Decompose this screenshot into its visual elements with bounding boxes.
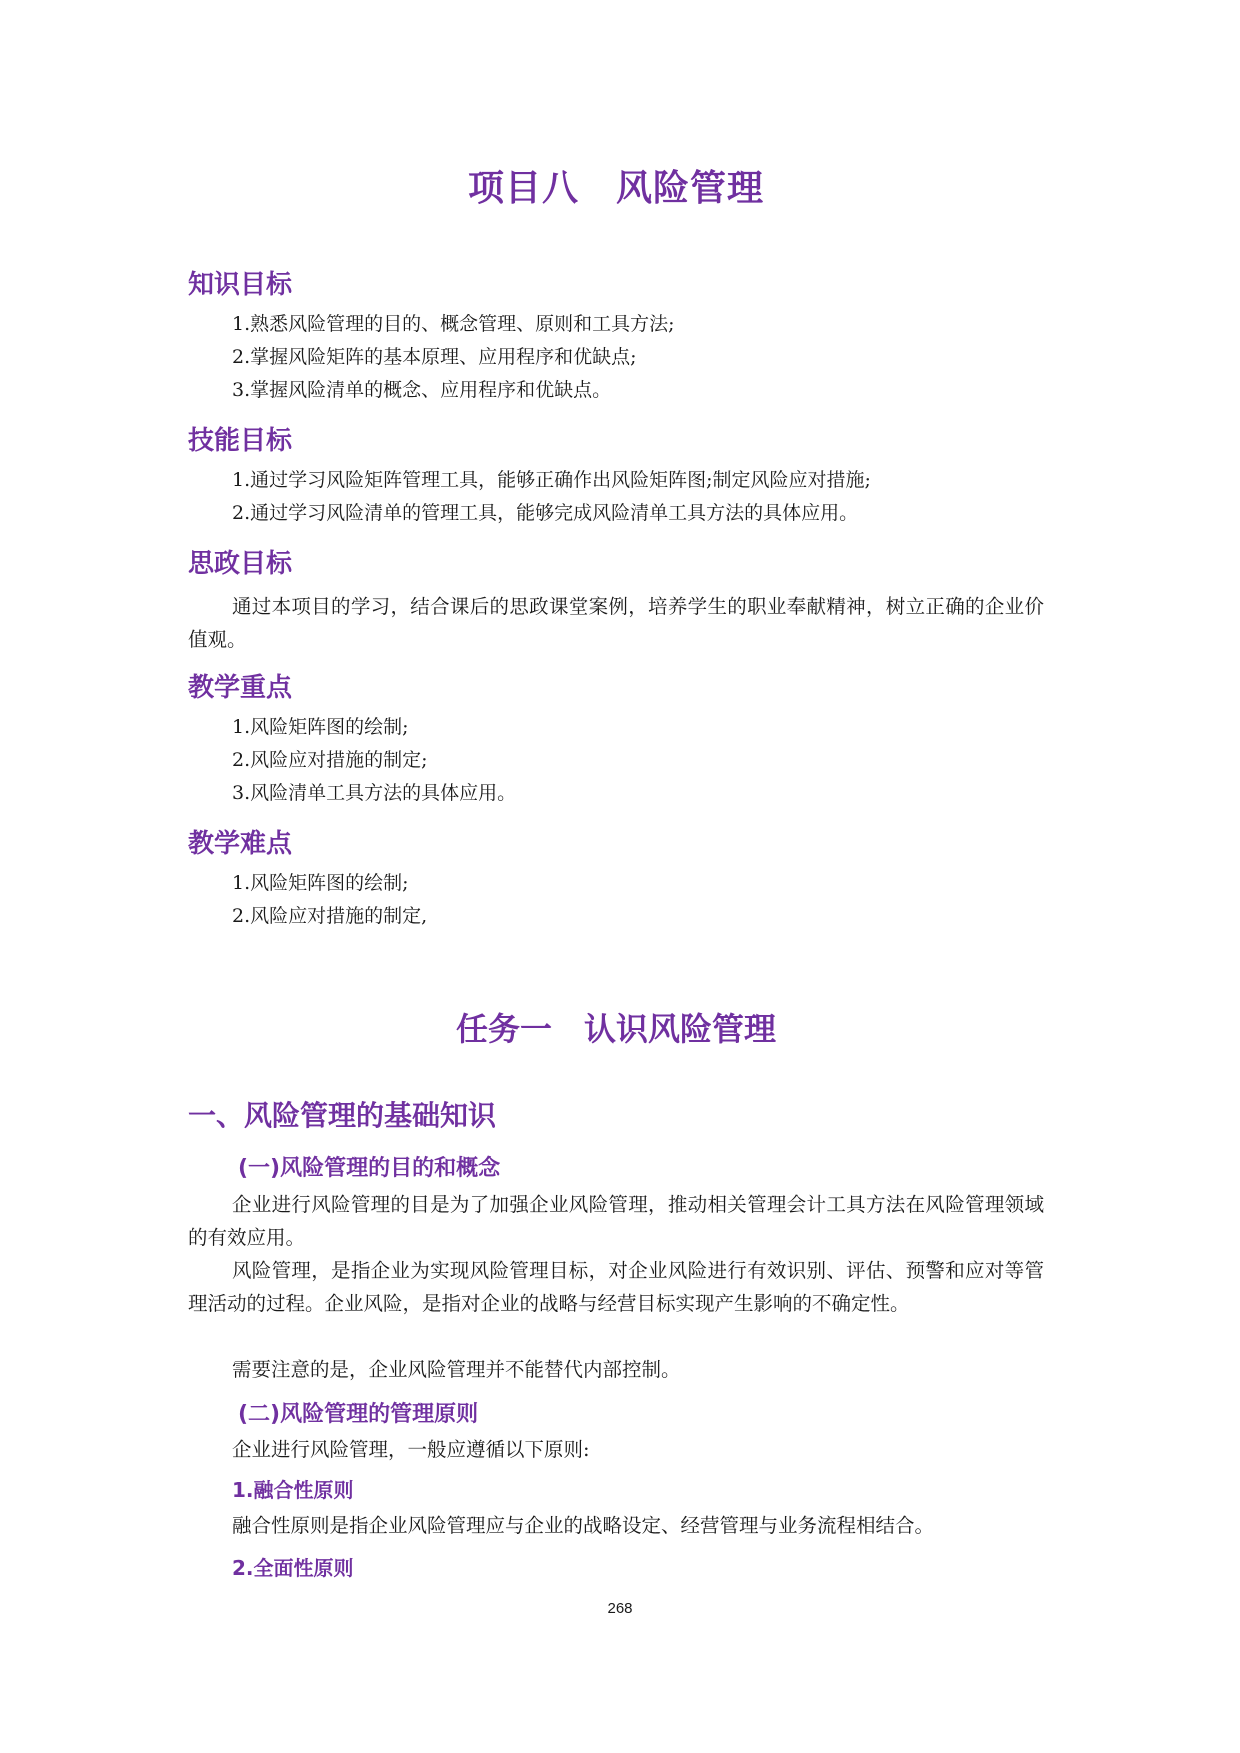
knowledge-objective-item: 1.熟悉风险管理的目的、概念管理、原则和工具方法; [232, 313, 675, 335]
page-number: 268 [607, 1600, 633, 1617]
ideology-objectives-heading: 思政目标 [188, 549, 293, 579]
knowledge-objective-item: 2.掌握风险矩阵的基本原理、应用程序和优缺点; [232, 346, 637, 368]
key-point-item: 3.风险清单工具方法的具体应用。 [232, 782, 517, 804]
knowledge-objectives-heading: 知识目标 [188, 270, 293, 300]
difficulties-heading: 教学难点 [188, 829, 293, 859]
skill-objectives-heading: 技能目标 [188, 426, 293, 456]
difficulty-item: 2.风险应对措施的制定, [232, 905, 428, 927]
task-title: 任务一 认识风险管理 [455, 1010, 776, 1048]
principle-heading: 2.全面性原则 [232, 1556, 354, 1580]
subsection-heading: (二)风险管理的管理原则 [238, 1402, 479, 1427]
subsection-heading: (一)风险管理的目的和概念 [238, 1156, 501, 1181]
body-paragraph: 企业进行风险管理的目是为了加强企业风险管理，推动相关管理会计工具方法在风险管理领域的有效应用。 [188, 1193, 1044, 1249]
skill-objective-item: 2.通过学习风险清单的管理工具，能够完成风险清单工具方法的具体应用。 [232, 502, 859, 524]
key-points-heading: 教学重点 [188, 673, 293, 703]
body-paragraph: 融合性原则是指企业风险管理应与企业的战略设定、经营管理与业务流程相结合。 [232, 1514, 935, 1537]
ideology-objective-text: 通过本项目的学习，结合课后的思政课堂案例，培养学生的职业奉献精神，树立正确的企业价值观。 [188, 595, 1044, 651]
difficulty-item: 1.风险矩阵图的绘制; [232, 872, 409, 894]
body-paragraph: 企业进行风险管理，一般应遵循以下原则: [232, 1438, 590, 1461]
principle-heading: 1.融合性原则 [232, 1478, 354, 1502]
chapter-title: 项目八 风险管理 [467, 168, 764, 209]
skill-objective-item: 1.通过学习风险矩阵管理工具，能够正确作出风险矩阵图;制定风险应对措施; [232, 469, 871, 491]
knowledge-objective-item: 3.掌握风险清单的概念、应用程序和优缺点。 [232, 379, 612, 401]
body-paragraph: 需要注意的是，企业风险管理并不能替代内部控制。 [232, 1358, 681, 1381]
key-point-item: 2.风险应对措施的制定; [232, 749, 428, 771]
key-point-item: 1.风险矩阵图的绘制; [232, 716, 409, 738]
body-paragraph: 风险管理，是指企业为实现风险管理目标，对企业风险进行有效识别、评估、预警和应对等管理活动的过程。企业风险，是指对企业的战略与经营目标实现产生影响的不确定性。 [188, 1259, 1044, 1315]
section-heading: 一、风险管理的基础知识 [188, 1099, 497, 1132]
